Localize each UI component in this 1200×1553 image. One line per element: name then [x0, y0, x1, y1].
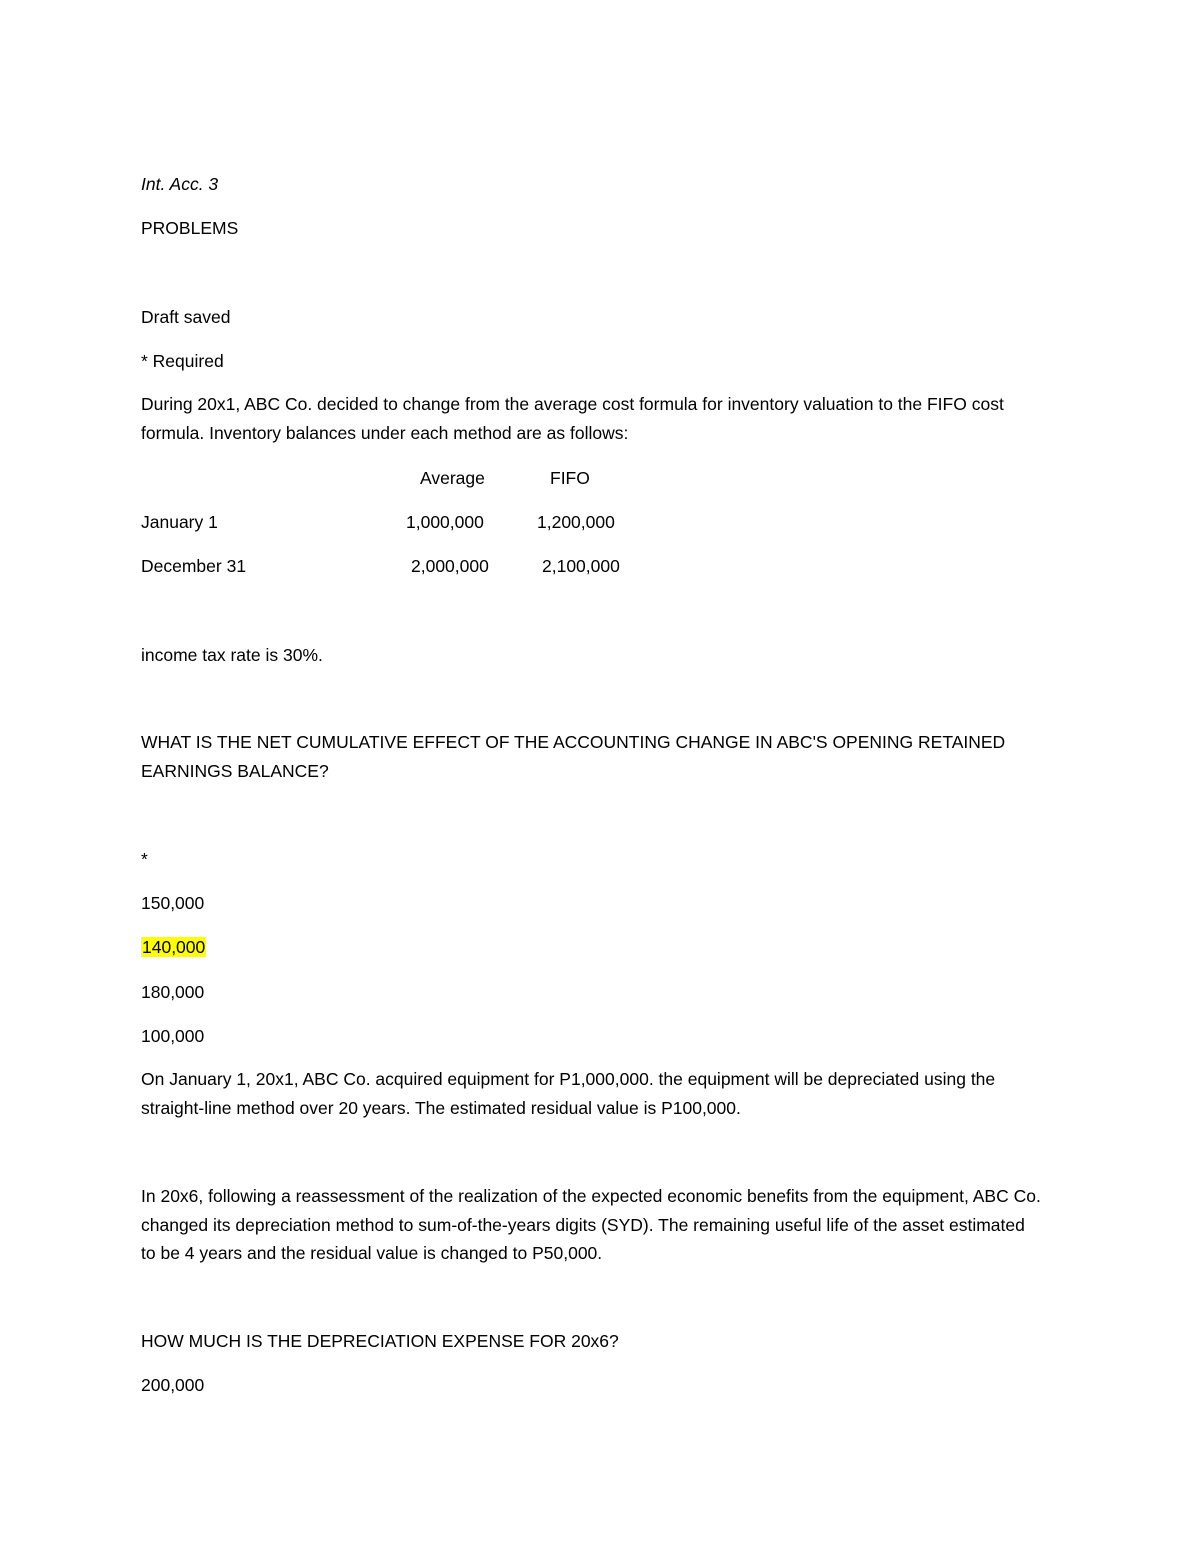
option-label-highlighted: 140,000: [142, 937, 206, 957]
answer-option-selected[interactable]: [141, 933, 206, 961]
problem2-change: In 20x6, following a reassessment of the realization of the expected economic benefits from the equipment, ABC Co. changed its depreciation method to sum-of-the-years digits (SYD). The remaining useful life of the asset estimated to be 4 years and the residual value is changed to P50,000.: [141, 1186, 1041, 1263]
cell-average: 2,000,000: [411, 556, 489, 576]
problem1-intro: During 20x1, ABC Co. decided to change from the average cost formula for inventory valuation to the FIFO cost formula. Inventory balances under each method are as follows:: [141, 394, 1004, 443]
cell-average: 1,000,000: [406, 512, 484, 532]
required-note: * Required: [141, 351, 224, 371]
required-mark: *: [141, 849, 148, 869]
answer-option[interactable]: [141, 1022, 204, 1050]
answer-option[interactable]: [141, 889, 204, 917]
problem1-question: WHAT IS THE NET CUMULATIVE EFFECT OF THE ACCOUNTING CHANGE IN ABC'S OPENING RETAINED EARNINGS BALANCE?: [141, 732, 1006, 781]
row-label: January 1: [141, 512, 218, 532]
cell-fifo: 2,100,000: [542, 556, 620, 576]
column-header-average: Average: [420, 468, 485, 488]
problem2-question: HOW MUCH IS THE DEPRECIATION EXPENSE FOR 20x6?: [141, 1331, 619, 1351]
tax-rate-note: income tax rate is 30%.: [141, 645, 323, 665]
course-title: Int. Acc. 3: [141, 174, 219, 194]
option-label: 100,000: [141, 1026, 205, 1046]
section-heading: PROBLEMS: [141, 218, 239, 238]
draft-status: Draft saved: [141, 307, 231, 327]
option-label: 180,000: [141, 982, 205, 1002]
problem2-intro: On January 1, 20x1, ABC Co. acquired equipment for P1,000,000. the equipment will be depreciated using the straight-line method over 20 years. The estimated residual value is P100,000.: [141, 1069, 996, 1118]
cell-fifo: 1,200,000: [537, 512, 615, 532]
row-label: December 31: [141, 556, 247, 576]
column-header-fifo: FIFO: [550, 468, 590, 488]
answer-option[interactable]: [141, 978, 204, 1006]
problem2-answer: 200,000: [141, 1375, 205, 1395]
option-label: 150,000: [141, 893, 205, 913]
